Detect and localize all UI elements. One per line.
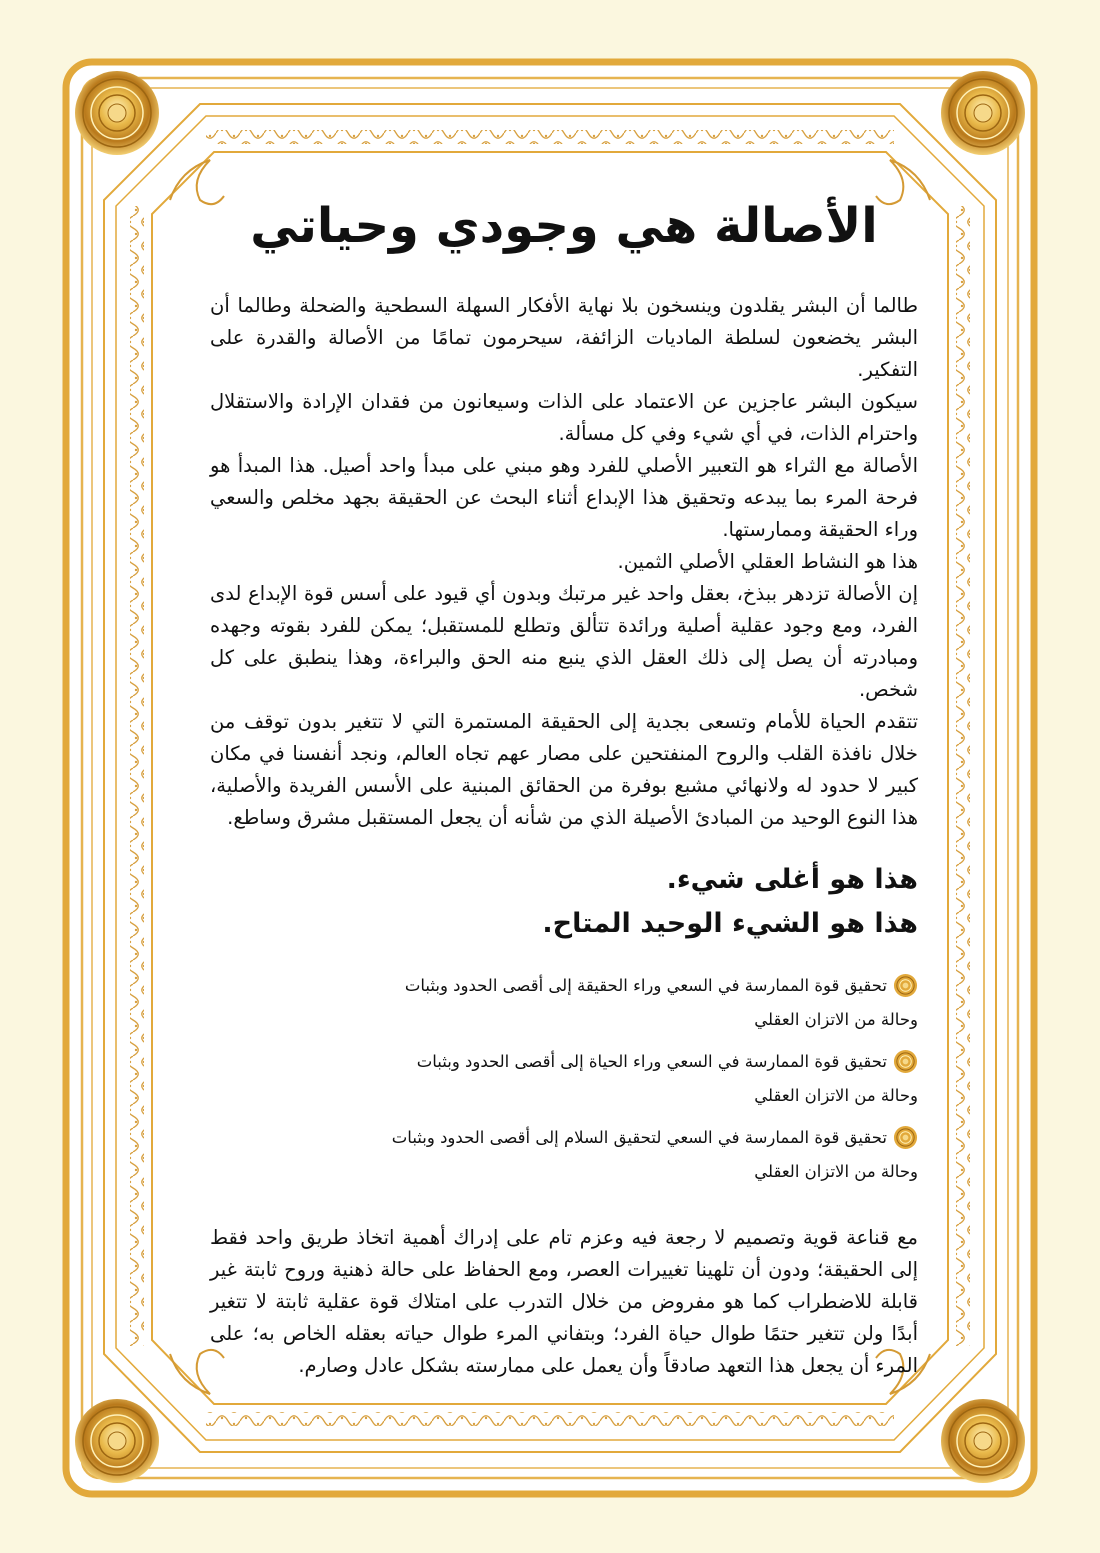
paragraph: سيكون البشر عاجزين عن الاعتماد على الذات وسيعانون من فقدان الإرادة والاستقلال واحترام الذات، في أي شيء وفي كل مسألة.	[210, 389, 918, 445]
list-item	[210, 972, 918, 1034]
paragraph: هذا هو النشاط العقلي الأصلي الثمين.	[617, 549, 918, 573]
gold-medallion-icon	[75, 71, 159, 155]
highlight-line: هذا هو أغلى شيء.	[666, 863, 918, 895]
paragraph: إن الأصالة تزدهر ببذخ، بعقل واحد غير مرتبك وبدون أي قيود على أسس قوة الإبداع لدى الفرد، ومع وجود عقلية أصلية ورائدة تتألق وتطلع للمستقبل؛ يمكن للفرد بقوته وجهده ومبادرته أن يصل إلى ذلك العقل الذي ينبع منه الحق والبراءة، وهذا ينطبق على كل شخص.	[210, 581, 918, 701]
bullet-text-continued: وحالة من الاتزان العقلي	[754, 1009, 918, 1029]
document-body	[210, 190, 918, 1382]
list-item	[210, 1048, 918, 1110]
closing-paragraph: مع قناعة قوية وتصميم لا رجعة فيه وعزم تام على إدراك أهمية اتخاذ طريق واحد فقط إلى الحقيقة؛ ودون أن تلهينا تغييرات العصر، ومع الحفاظ على حالة ذهنية وروح ثابتة غير قابلة للاضطراب كما هو مفروض من خلال التدرب على امتلاك قوة عقلية ثابتة لا تتغير أبدًا ولن تتغير حتمًا طوال حياة الفرد؛ وبتفاني المرء طوال حياته بعقله الخاص به؛ على المرء أن يجعل هذا التعهد صادقاً وأن يعمل على ممارسته بشكل عادل وصارم.	[210, 1225, 918, 1377]
bullet-text-continued: وحالة من الاتزان العقلي	[754, 1085, 918, 1105]
bullet-text: تحقيق قوة الممارسة في السعي وراء الحقيقة إلى أقصى الحدود وبثبات	[404, 975, 887, 995]
bullet-text: تحقيق قوة الممارسة في السعي وراء الحياة إلى أقصى الحدود وبثبات	[416, 1051, 887, 1071]
bullet-text: تحقيق قوة الممارسة في السعي لتحقيق السلام إلى أقصى الحدود وبثبات	[391, 1127, 887, 1147]
paragraph: طالما أن البشر يقلدون وينسخون بلا نهاية الأفكار السهلة السطحية والضحلة وطالما أن البشر يخضعون لسلطة الماديات الزائفة، سيحرمون تمامًا من الأصالة والقدرة على التفكير.	[210, 293, 918, 381]
highlight-line: هذا هو الشيء الوحيد المتاح.	[542, 907, 918, 939]
gold-disc-icon	[893, 1049, 918, 1074]
gold-medallion-icon	[75, 1399, 159, 1483]
paragraph: تتقدم الحياة للأمام وتسعى بجدية إلى الحقيقة المستمرة التي لا تتغير بدون توقف من خلال نافذة القلب والروح المنفتحين على مصار عهم تجاه العالم، ونجد أنفسنا في مكان كبير لا حدود له ولانهائي مشبع بوفرة من الحقائق المبنية على الأسس الفريدة والأصلية، هذا النوع الوحيد من المبادئ الأصيلة الذي من شأنه أن يجعل المستقبل مشرق وساطع.	[210, 709, 918, 829]
paragraph: الأصالة مع الثراء هو التعبير الأصلي للفرد وهو مبني على مبدأ واحد أصيل. هذا المبدأ هو فرحة المرء بما يبدعه وتحقيق هذا الإبداع أثناء البحث عن الحقيقة بجهد مخلص والسعي وراء الحقيقة وممارستها.	[210, 453, 918, 541]
gold-medallion-icon	[941, 1399, 1025, 1483]
bullet-text-continued: وحالة من الاتزان العقلي	[754, 1161, 918, 1181]
list-item	[210, 1124, 918, 1186]
bullet-list	[210, 972, 918, 1186]
highlight-statements	[210, 858, 918, 946]
page-title: الأصالة هي وجودي وحياتي	[250, 198, 878, 254]
gold-disc-icon	[893, 973, 918, 998]
gold-medallion-icon	[941, 71, 1025, 155]
gold-disc-icon	[893, 1125, 918, 1150]
